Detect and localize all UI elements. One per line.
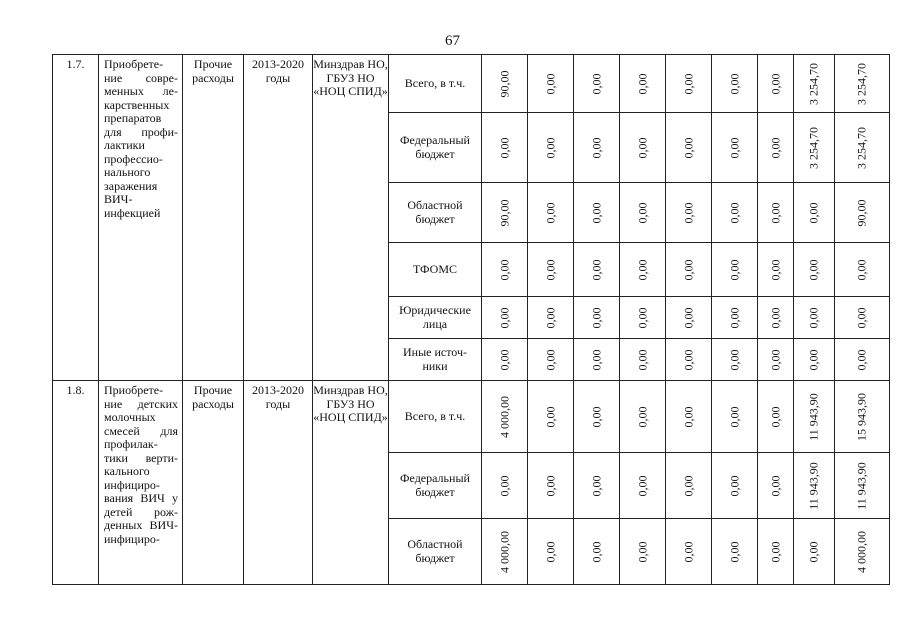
value-cell [712, 339, 758, 381]
amount-value: 4 000,00 [854, 530, 869, 573]
value-cell [794, 243, 835, 297]
value-cell [574, 339, 620, 381]
funding-source: Областной бюджет [389, 519, 482, 585]
value-cell [482, 183, 528, 243]
amount-value: 0,00 [680, 541, 695, 562]
value-cell [666, 453, 712, 519]
value-cell [620, 183, 666, 243]
value-cell [620, 519, 666, 585]
value-cell [794, 55, 835, 113]
value-cell [794, 183, 835, 243]
amount-value: 0,00 [767, 202, 782, 223]
amount-value: 0,00 [806, 349, 821, 370]
amount-value: 0,00 [726, 349, 741, 370]
amount-value: 0,00 [726, 406, 741, 427]
value-cell [528, 339, 574, 381]
value-cell [758, 183, 794, 243]
value-cell [620, 381, 666, 453]
amount-value: 0,00 [767, 259, 782, 280]
value-cell [835, 453, 890, 519]
value-cell [794, 113, 835, 183]
amount-value: 0,00 [680, 307, 695, 328]
amount-value: 3 254,70 [806, 126, 821, 169]
amount-value: 0,00 [542, 307, 557, 328]
value-cell [794, 453, 835, 519]
value-cell [666, 519, 712, 585]
value-cell [758, 113, 794, 183]
value-cell [528, 55, 574, 113]
amount-value: 0,00 [680, 73, 695, 94]
value-cell [758, 297, 794, 339]
amount-value: 0,00 [854, 307, 869, 328]
value-cell [758, 381, 794, 453]
value-cell [666, 243, 712, 297]
value-cell [666, 55, 712, 113]
amount-value: 0,00 [767, 73, 782, 94]
value-cell [528, 297, 574, 339]
amount-value: 0,00 [588, 73, 603, 94]
amount-value: 0,00 [634, 259, 649, 280]
amount-value: 0,00 [726, 259, 741, 280]
value-cell [482, 113, 528, 183]
amount-value: 0,00 [542, 406, 557, 427]
amount-value: 0,00 [588, 259, 603, 280]
value-cell [528, 113, 574, 183]
amount-value: 0,00 [854, 349, 869, 370]
executor: Минздрав НО, ГБУЗ НО «НОЦ СПИД» [313, 381, 389, 585]
value-cell [712, 113, 758, 183]
amount-value: 90,00 [854, 199, 869, 226]
value-cell [482, 519, 528, 585]
table-row [53, 55, 890, 113]
value-cell [758, 55, 794, 113]
value-cell [758, 453, 794, 519]
amount-value: 0,00 [806, 259, 821, 280]
value-cell [482, 55, 528, 113]
amount-value: 11 943,90 [854, 461, 869, 510]
value-cell [835, 339, 890, 381]
amount-value: 0,00 [680, 406, 695, 427]
amount-value: 0,00 [634, 406, 649, 427]
value-cell [835, 183, 890, 243]
amount-value: 0,00 [588, 202, 603, 223]
amount-value: 0,00 [806, 202, 821, 223]
funding-source: ТФОМС [389, 243, 482, 297]
funding-source: Всего, в т.ч. [389, 55, 482, 113]
value-cell [835, 55, 890, 113]
amount-value: 0,00 [634, 73, 649, 94]
value-cell [620, 297, 666, 339]
amount-value: 0,00 [726, 475, 741, 496]
value-cell [794, 297, 835, 339]
amount-value: 0,00 [767, 349, 782, 370]
amount-value: 0,00 [680, 259, 695, 280]
item-name: Приобрете-ние детских молочных смесей для профилак-тики верти-кального инфициро-вания ВИЧ у детей рож-денных ВИЧ-инфициро- [99, 381, 183, 585]
amount-value: 0,00 [806, 307, 821, 328]
value-cell [482, 243, 528, 297]
value-cell [758, 519, 794, 585]
funding-source: Федеральный бюджет [389, 453, 482, 519]
amount-value: 0,00 [496, 307, 511, 328]
value-cell [712, 297, 758, 339]
value-cell [835, 297, 890, 339]
value-cell [482, 297, 528, 339]
amount-value: 11 943,90 [806, 392, 821, 441]
value-cell [794, 381, 835, 453]
amount-value: 0,00 [680, 137, 695, 158]
expense-category: Прочие расходы [183, 55, 244, 381]
value-cell [620, 55, 666, 113]
page-number: 67 [445, 33, 460, 49]
value-cell [794, 519, 835, 585]
value-cell [574, 243, 620, 297]
amount-value: 0,00 [588, 349, 603, 370]
amount-value: 0,00 [767, 541, 782, 562]
value-cell [528, 519, 574, 585]
value-cell [574, 297, 620, 339]
period-years: 2013-2020 годы [244, 381, 313, 585]
amount-value: 0,00 [726, 202, 741, 223]
amount-value: 0,00 [767, 475, 782, 496]
amount-value: 0,00 [680, 475, 695, 496]
amount-value: 0,00 [634, 307, 649, 328]
amount-value: 0,00 [680, 349, 695, 370]
amount-value: 0,00 [588, 307, 603, 328]
item-number: 1.7. [53, 55, 99, 381]
amount-value: 0,00 [767, 307, 782, 328]
amount-value: 0,00 [542, 475, 557, 496]
amount-value: 90,00 [496, 199, 511, 226]
funding-source: Иные источ-ники [389, 339, 482, 381]
expense-category: Прочие расходы [183, 381, 244, 585]
amount-value: 0,00 [496, 259, 511, 280]
value-cell [712, 519, 758, 585]
value-cell [666, 381, 712, 453]
amount-value: 0,00 [634, 475, 649, 496]
amount-value: 0,00 [542, 541, 557, 562]
amount-value: 0,00 [588, 475, 603, 496]
value-cell [620, 113, 666, 183]
value-cell [835, 381, 890, 453]
item-name: Приобрете-ние совре-менных ле-карственных препаратов для профи-лактики профессио-нального заражения ВИЧ-инфекцией [99, 55, 183, 381]
amount-value: 0,00 [542, 259, 557, 280]
amount-value: 0,00 [588, 406, 603, 427]
value-cell [528, 453, 574, 519]
value-cell [528, 183, 574, 243]
value-cell [794, 339, 835, 381]
value-cell [666, 297, 712, 339]
funding-source: Областной бюджет [389, 183, 482, 243]
amount-value: 0,00 [496, 475, 511, 496]
amount-value: 0,00 [542, 202, 557, 223]
funding-source: Всего, в т.ч. [389, 381, 482, 453]
amount-value: 0,00 [542, 73, 557, 94]
amount-value: 0,00 [634, 541, 649, 562]
value-cell [574, 453, 620, 519]
amount-value: 0,00 [726, 73, 741, 94]
value-cell [712, 453, 758, 519]
value-cell [620, 453, 666, 519]
value-cell [482, 381, 528, 453]
value-cell [712, 55, 758, 113]
amount-value: 0,00 [726, 541, 741, 562]
value-cell [666, 183, 712, 243]
amount-value: 0,00 [767, 137, 782, 158]
budget-table [52, 54, 890, 585]
value-cell [528, 243, 574, 297]
amount-value: 4 000,00 [496, 395, 511, 438]
funding-source: Федеральный бюджет [389, 113, 482, 183]
executor: Минздрав НО, ГБУЗ НО «НОЦ СПИД» [313, 55, 389, 381]
funding-source: Юридические лица [389, 297, 482, 339]
amount-value: 3 254,70 [806, 62, 821, 105]
value-cell [758, 243, 794, 297]
amount-value: 0,00 [726, 307, 741, 328]
value-cell [620, 243, 666, 297]
amount-value: 0,00 [588, 541, 603, 562]
amount-value: 90,00 [496, 70, 511, 97]
amount-value: 0,00 [806, 541, 821, 562]
value-cell [835, 519, 890, 585]
period-years: 2013-2020 годы [244, 55, 313, 381]
value-cell [835, 243, 890, 297]
value-cell [758, 339, 794, 381]
item-number: 1.8. [53, 381, 99, 585]
amount-value: 0,00 [496, 349, 511, 370]
value-cell [574, 55, 620, 113]
value-cell [666, 339, 712, 381]
value-cell [574, 519, 620, 585]
amount-value: 3 254,70 [854, 126, 869, 169]
amount-value: 11 943,90 [806, 461, 821, 510]
value-cell [574, 183, 620, 243]
amount-value: 0,00 [588, 137, 603, 158]
value-cell [712, 243, 758, 297]
amount-value: 3 254,70 [854, 62, 869, 105]
amount-value: 0,00 [496, 137, 511, 158]
table-row [53, 381, 890, 453]
amount-value: 4 000,00 [496, 530, 511, 573]
amount-value: 0,00 [542, 349, 557, 370]
amount-value: 15 943,90 [854, 392, 869, 441]
value-cell [666, 113, 712, 183]
amount-value: 0,00 [854, 259, 869, 280]
value-cell [482, 339, 528, 381]
value-cell [712, 183, 758, 243]
value-cell [528, 381, 574, 453]
amount-value: 0,00 [726, 137, 741, 158]
amount-value: 0,00 [767, 406, 782, 427]
value-cell [574, 113, 620, 183]
value-cell [620, 339, 666, 381]
amount-value: 0,00 [634, 137, 649, 158]
amount-value: 0,00 [542, 137, 557, 158]
value-cell [482, 453, 528, 519]
value-cell [835, 113, 890, 183]
amount-value: 0,00 [634, 349, 649, 370]
amount-value: 0,00 [634, 202, 649, 223]
value-cell [712, 381, 758, 453]
value-cell [574, 381, 620, 453]
amount-value: 0,00 [680, 202, 695, 223]
